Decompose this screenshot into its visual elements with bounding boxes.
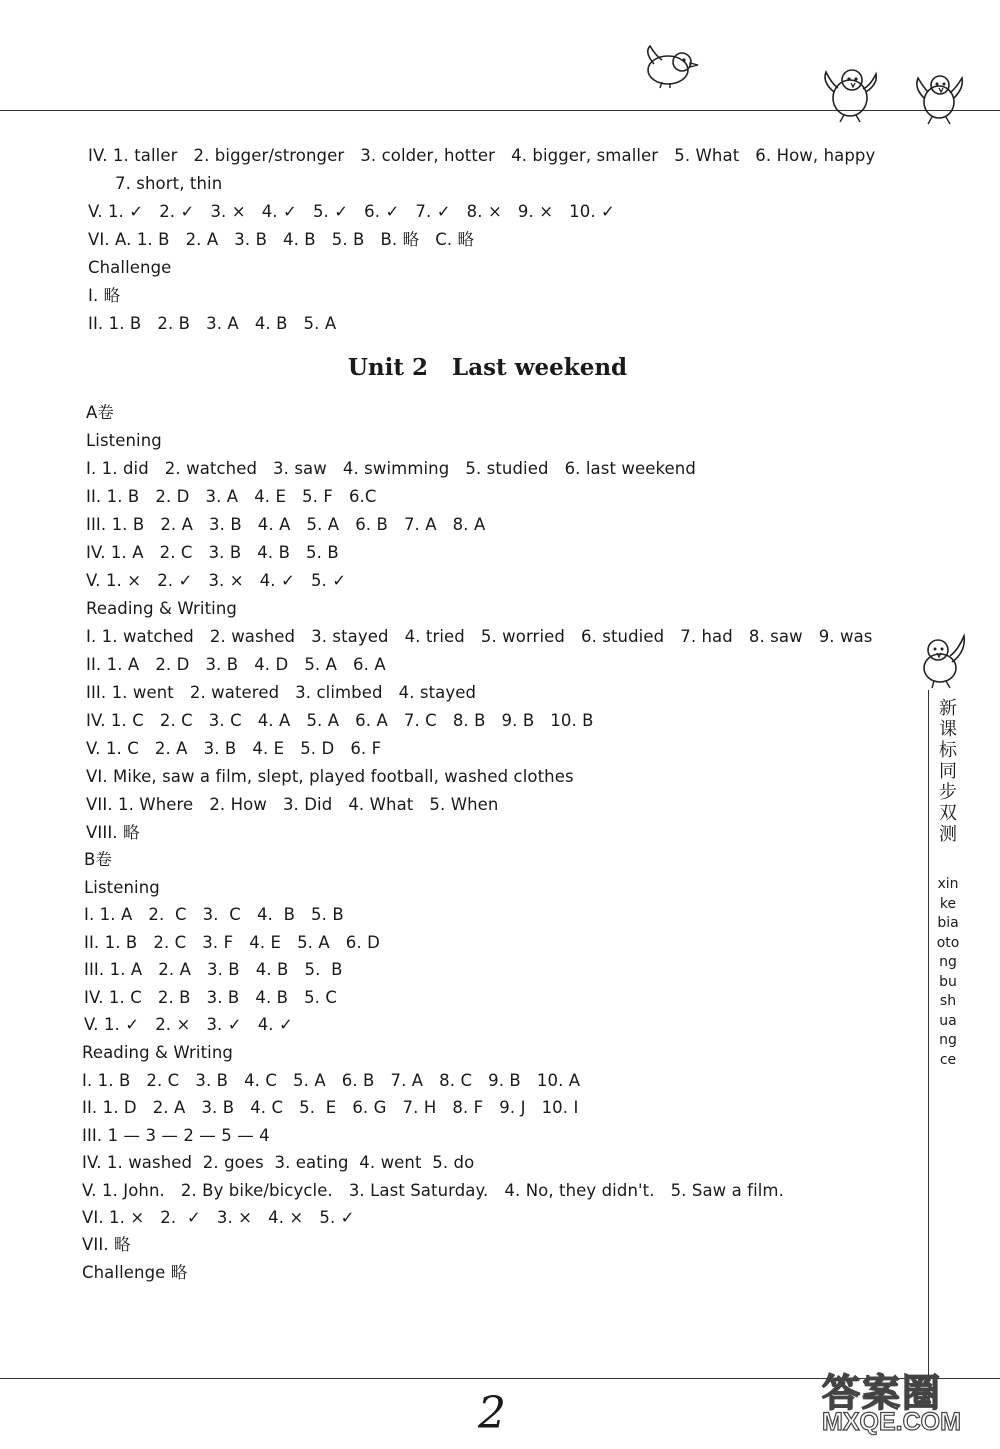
bird-illustration-4 (914, 630, 970, 690)
answer-line: VII. 1. Where 2. How 3. Did 4. What 5. When (86, 795, 499, 814)
answer-line: V. 1. C 2. A 3. B 4. E 5. D 6. F (86, 739, 382, 758)
answer-line: V. 1. John. 2. By bike/bicycle. 3. Last Saturday. 4. No, they didn't. 5. Saw a film. (82, 1181, 784, 1200)
watermark-url: MXQE.COM (822, 1408, 961, 1436)
answer-line: III. 1. went 2. watered 3. climbed 4. stayed (86, 683, 477, 702)
answer-line: I. 1. B 2. C 3. B 4. C 5. A 6. B 7. A 8. C 9. B 10. A (82, 1071, 581, 1090)
answer-line: V. 1. ✓ 2. ✓ 3. × 4. ✓ 5. ✓ 6. ✓ 7. ✓ 8. × 9. × 10. ✓ (88, 202, 615, 221)
section-heading: Listening (84, 878, 160, 897)
answer-line: IV. 1. C 2. C 3. C 4. A 5. A 6. A 7. C 8. B 9. B 10. B (86, 711, 594, 730)
answer-line: V. 1. × 2. ✓ 3. × 4. ✓ 5. ✓ (86, 571, 347, 590)
answer-line: IV. 1. A 2. C 3. B 4. B 5. B (86, 543, 339, 562)
section-heading: Reading & Writing (82, 1043, 233, 1062)
section-heading: A卷 (86, 403, 114, 422)
answer-line: II. 1. D 2. A 3. B 4. C 5. E 6. G 7. H 8. F 9. J 10. I (82, 1098, 579, 1117)
side-title: 新课标同步双测 (939, 698, 957, 845)
answer-line: VI. Mike, saw a film, slept, played football, washed clothes (86, 767, 574, 786)
answer-line: III. 1. B 2. A 3. B 4. A 5. A 6. B 7. A 8. A (86, 515, 486, 534)
answer-line: II. 1. B 2. C 3. F 4. E 5. A 6. D (84, 933, 380, 952)
answer-line: I. 1. did 2. watched 3. saw 4. swimming 5. studied 6. last weekend (86, 459, 696, 478)
answer-line: IV. 1. taller 2. bigger/stronger 3. colder, hotter 4. bigger, smaller 5. What 6. How, happy (88, 146, 876, 165)
answer-line: III. 1. A 2. A 3. B 4. B 5. B (84, 960, 343, 979)
answer-line: VI. 1. × 2. ✓ 3. × 4. × 5. ✓ (82, 1208, 355, 1227)
bird-illustration-1 (640, 42, 702, 90)
answer-line: VII. 略 (82, 1235, 131, 1254)
page-number: 2 (478, 1388, 506, 1439)
answer-line: 7. short, thin (115, 174, 223, 193)
answer-line: II. 1. A 2. D 3. B 4. D 5. A 6. A (86, 655, 386, 674)
answer-line: II. 1. B 2. B 3. A 4. B 5. A (88, 314, 337, 333)
answer-line: VI. A. 1. B 2. A 3. B 4. B 5. B B. 略 C. 略 (88, 230, 475, 249)
unit-title: Unit 2 Last weekend (347, 354, 628, 381)
watermark-text: 答案圈 (822, 1371, 943, 1415)
watermark-logo (822, 1362, 994, 1444)
answer-line: VIII. 略 (86, 823, 140, 842)
answer-line: Challenge 略 (82, 1263, 188, 1282)
answer-line: IV. 1. C 2. B 3. B 4. B 5. C (84, 988, 337, 1007)
side-rule (928, 690, 929, 1380)
answer-line: I. 略 (88, 286, 121, 305)
answer-line: V. 1. ✓ 2. × 3. ✓ 4. ✓ (84, 1015, 293, 1034)
answer-line: II. 1. B 2. D 3. A 4. E 5. F 6.C (86, 487, 377, 506)
answer-line: IV. 1. washed 2. goes 3. eating 4. went 5. do (82, 1153, 475, 1172)
section-heading: Challenge (88, 258, 172, 277)
bird-illustration-3 (912, 68, 968, 126)
side-pinyin: xinkebiaotongbushuangce (936, 876, 960, 1068)
answer-line: III. 1 — 3 — 2 — 5 — 4 (82, 1126, 270, 1145)
section-heading: Listening (86, 431, 162, 450)
section-heading: Reading & Writing (86, 599, 237, 618)
answer-line: I. 1. A 2. C 3. C 4. B 5. B (84, 905, 344, 924)
answer-line: I. 1. watched 2. washed 3. stayed 4. tried 5. worried 6. studied 7. had 8. saw 9. was (86, 627, 873, 646)
section-heading: B卷 (84, 850, 113, 869)
bird-illustration-2 (820, 62, 882, 124)
